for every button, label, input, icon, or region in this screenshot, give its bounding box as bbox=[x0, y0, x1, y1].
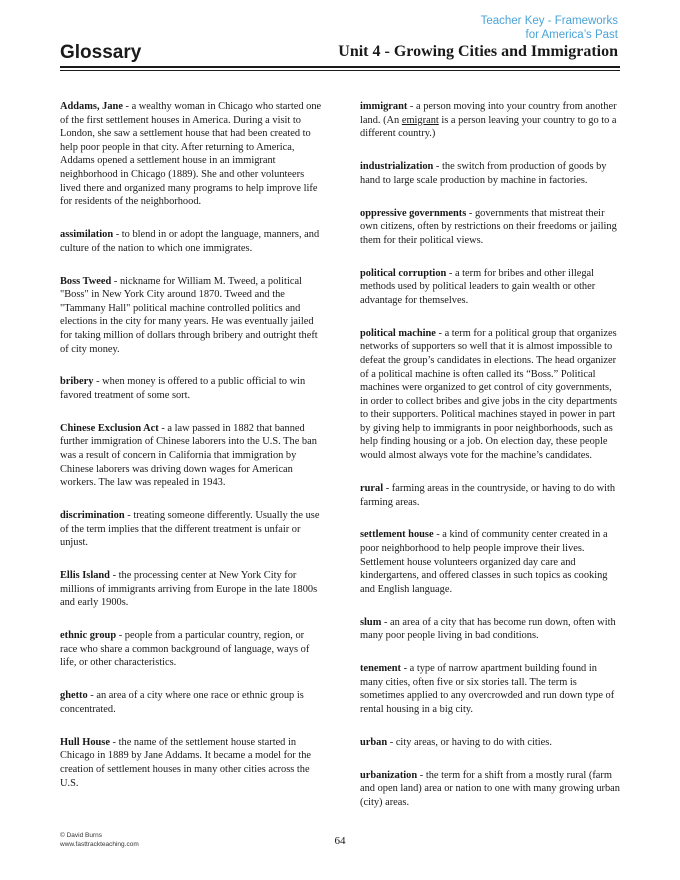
glossary-term: Addams, Jane bbox=[60, 101, 123, 112]
teacher-key-label bbox=[481, 14, 618, 42]
glossary-definition: a term for bribes and other illegal methods used by political leaders to gain wealth or other advantage for themselves. bbox=[360, 267, 596, 306]
term-separator: - bbox=[111, 275, 120, 287]
glossary-entry bbox=[60, 569, 322, 610]
glossary-entry bbox=[60, 375, 322, 402]
glossary-entry bbox=[360, 736, 622, 750]
glossary-term: rural bbox=[360, 482, 384, 494]
unit-title: Unit 4 - Growing Cities and Immigration bbox=[338, 43, 618, 60]
glossary-term: bribery bbox=[60, 376, 94, 388]
term-separator: - bbox=[109, 570, 119, 582]
glossary-term: political corruption bbox=[360, 267, 447, 279]
glossary-entry bbox=[360, 616, 622, 643]
glossary-term: discrimination bbox=[60, 510, 125, 522]
glossary-definition: an area of a city where one race or ethnic group is concentrated. bbox=[60, 690, 304, 715]
glossary-term: assimilation bbox=[60, 229, 114, 241]
glossary-term: Ellis Island bbox=[60, 570, 110, 582]
page-number: 64 bbox=[334, 835, 346, 847]
term-separator: - bbox=[446, 267, 455, 279]
teacher-key-line-1: Teacher Key - Frameworks bbox=[480, 15, 618, 27]
glossary-term: tenement bbox=[360, 663, 401, 675]
glossary-term: Chinese Exclusion Act bbox=[60, 422, 159, 434]
glossary-term: Hull House bbox=[60, 736, 110, 748]
term-separator: - bbox=[122, 101, 132, 112]
glossary-definition: the name of the settlement house started in Chicago in 1889 by Jane Addams. It became a model for the creation of settlement houses in many other cities across the U.S. bbox=[60, 736, 312, 789]
glossary-definition: farming areas in the countryside, or having to do with farming areas. bbox=[360, 482, 616, 508]
glossary-entry bbox=[60, 736, 322, 790]
glossary-term: Boss Tweed bbox=[60, 275, 112, 287]
underlined-word: emigrant bbox=[401, 114, 439, 126]
term-separator: - bbox=[433, 161, 442, 173]
term-separator: - bbox=[466, 207, 475, 219]
glossary-entry bbox=[60, 629, 322, 670]
term-separator: - bbox=[387, 736, 396, 748]
glossary-entry bbox=[360, 267, 622, 308]
term-separator: - bbox=[87, 690, 97, 702]
glossary-entry bbox=[360, 769, 622, 810]
glossary-definition: the switch from production of goods by hand to large scale production by machine in factories. bbox=[360, 161, 607, 186]
glossary-term: oppressive governments bbox=[360, 207, 467, 219]
glossary-definition: a person moving into your country from another land. (An bbox=[360, 101, 617, 126]
term-separator: - bbox=[113, 229, 122, 241]
glossary-entry bbox=[360, 528, 622, 596]
glossary-term: political machine bbox=[360, 327, 436, 339]
glossary-left-column bbox=[60, 100, 322, 810]
glossary-definition: governments that mistreat their own citizens, often by restrictions on their freedoms or jailing them for their political views. bbox=[360, 207, 617, 246]
glossary-term: urbanization bbox=[360, 769, 418, 781]
term-separator: - bbox=[158, 422, 168, 434]
glossary-term: urban bbox=[360, 736, 388, 748]
term-separator: - bbox=[417, 769, 426, 781]
glossary-definition: a law passed in 1882 that banned further immigration of Chinese laborers into the U.S. The ban was a result of concern in California that immigration by Chinese laborers was driving down wages for American workers. The law was repealed in 1943. bbox=[60, 422, 317, 489]
glossary-definition: a type of narrow apartment building found in many cities, often five or six stories tall. The term is sometimes applied to any overcrowded and run down type of rental housing in a big city. bbox=[360, 663, 615, 715]
page-title: Glossary bbox=[60, 42, 142, 63]
glossary-definition: a wealthy woman in Chicago who started one of the first settlement houses in America. During a visit to London, she saw a settlement house that had been created to help poor people in that city. After returning to America, Addams opened a settlement house in an immigrant neighborhood in Chicago (1889). She and other volunteers lived there and organized many programs to help improve life for residents of the neighborhood. bbox=[60, 101, 322, 208]
term-separator: - bbox=[383, 482, 392, 494]
term-separator: - bbox=[435, 327, 445, 339]
footer-copyright: © David Burns bbox=[60, 832, 102, 839]
header-rule-thin bbox=[60, 70, 620, 71]
glossary-definition: treating someone differently. Usually the use of the term implies that the different treatment is unfair or unjust. bbox=[60, 510, 320, 549]
term-separator: - bbox=[109, 736, 119, 748]
term-separator: - bbox=[407, 101, 416, 112]
glossary-definition: city areas, or having to do with cities. bbox=[395, 736, 552, 748]
glossary-definition: a term for a political group that organizes networks of supporters so well that it is almost impossible to defeat the group’s candidates in elections. The head organizer of a political machine is often called its “Boss.” Political machines were organized to get control of city governments, in order to collect bribes and give jobs in the city departments to their supporters. Political machines stayed in power in part by giving help to immigrants in poor neighborhoods, such as help finding housing or a job. On election day, these people would almost always vote for the machine’s candidates. bbox=[360, 327, 618, 462]
glossary-entry bbox=[60, 100, 322, 209]
glossary-definition: to blend in or adopt the language, manners, and culture of the nation to which one immigrates. bbox=[60, 229, 320, 254]
term-separator: - bbox=[116, 630, 125, 642]
glossary-definition: an area of a city that has become run down, often with many poor people living in bad conditions. bbox=[360, 616, 616, 642]
term-separator: - bbox=[93, 376, 103, 388]
glossary-entry bbox=[60, 275, 322, 357]
glossary-term: immigrant bbox=[360, 101, 408, 112]
glossary-definition: when money is offered to a public official to win favored treatment of some sort. bbox=[60, 376, 306, 401]
glossary-entry bbox=[60, 689, 322, 716]
glossary-right-entries bbox=[360, 160, 622, 809]
glossary-term: industrialization bbox=[360, 161, 434, 173]
glossary-entry-immigrant bbox=[360, 100, 622, 141]
glossary-entry bbox=[360, 160, 622, 187]
glossary-right-column bbox=[360, 100, 622, 829]
glossary-entry bbox=[60, 509, 322, 550]
glossary-definition: a kind of community center created in a poor neighborhood to help people improve their lives. Settlement house volunteers organized day care and kindergartens, and offered classes in such topics as cooking and English language. bbox=[360, 529, 608, 595]
glossary-entry bbox=[360, 662, 622, 716]
glossary-entry bbox=[60, 228, 322, 255]
term-separator: - bbox=[400, 663, 410, 675]
glossary-entry bbox=[360, 207, 622, 248]
footer-website: www.fasttrackteaching.com bbox=[60, 840, 139, 848]
glossary-term: slum bbox=[360, 616, 382, 628]
term-separator: - bbox=[124, 510, 134, 522]
glossary-term: settlement house bbox=[360, 529, 434, 541]
glossary-entry bbox=[360, 482, 622, 509]
glossary-definition: people from a particular country, region, or race who share a common background of language, ways of life, or other characteristics. bbox=[60, 630, 310, 669]
glossary-term: ghetto bbox=[60, 690, 88, 702]
glossary-term: ethnic group bbox=[60, 630, 117, 642]
glossary-definition: the term for a shift from a mostly rural (farm and open land) area or nation to one with many growing urban (city) areas. bbox=[360, 769, 620, 808]
glossary-definition: the processing center at New York City for millions of immigrants arriving from Europe in the late 1800s and early 1900s. bbox=[60, 570, 318, 609]
glossary-entry bbox=[60, 422, 322, 490]
header-rule-thick bbox=[60, 66, 620, 68]
glossary-definition: nickname for William M. Tweed, a political "Boss" in New York City around 1870. Tweed and the "Tammany Hall" political machine controlled politics and elections in the city for many years. He was eventually jailed for taking million of dollars through bribery and outright theft of city money. bbox=[60, 275, 318, 355]
teacher-key-line-2: for America’s Past bbox=[525, 29, 618, 41]
glossary-definition: is a person leaving your country to go to a different country.) bbox=[360, 114, 617, 140]
term-separator: - bbox=[381, 616, 391, 628]
glossary-entry bbox=[360, 327, 622, 463]
term-separator: - bbox=[433, 529, 443, 541]
